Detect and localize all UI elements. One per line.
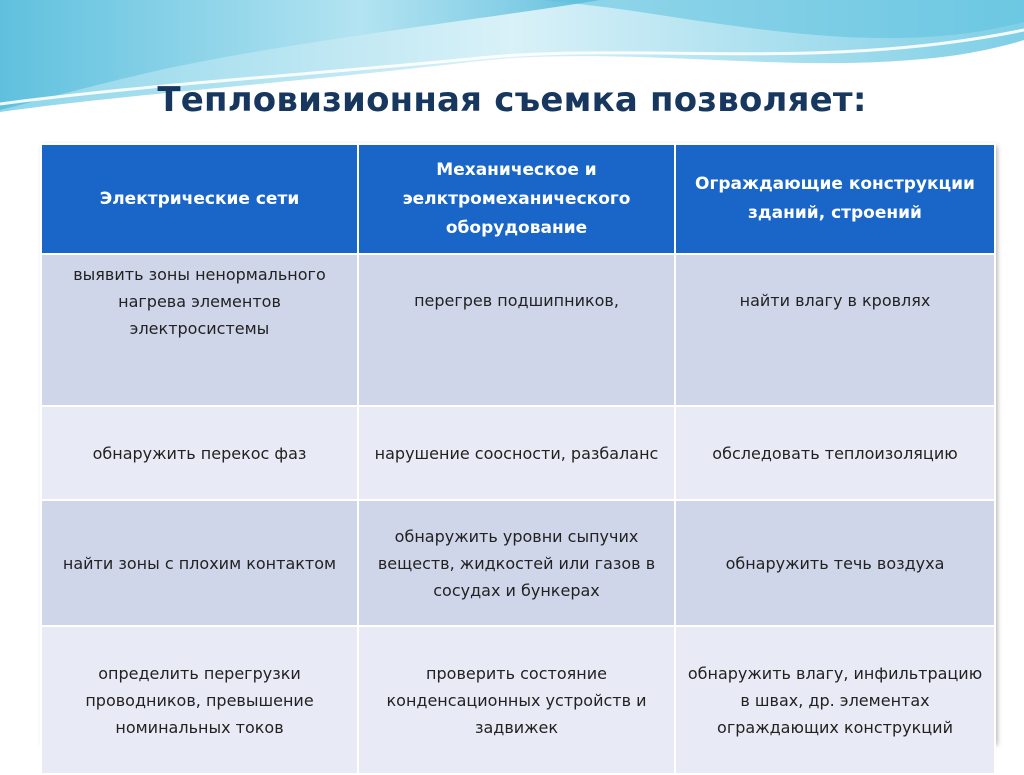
table-cell: обнаружить перекос фаз xyxy=(41,406,358,500)
table-cell: нарушение соосности, разбаланс xyxy=(358,406,675,500)
table-cell: найти зоны с плохим контактом xyxy=(41,500,358,626)
table-row xyxy=(41,626,995,774)
table-cell: обнаружить влагу, инфильтрацию в швах, др. элементах ограждающих конструкций xyxy=(675,626,995,774)
capabilities-table xyxy=(40,143,996,775)
header-mechanical-equipment: Механическое и эелктромеханического оборудование xyxy=(358,144,675,254)
header-electrical-networks: Электрические сети xyxy=(41,144,358,254)
table-cell: найти влагу в кровлях xyxy=(675,254,995,406)
table-cell: проверить состояние конденсационных устройств и задвижек xyxy=(358,626,675,774)
table-row xyxy=(41,406,995,500)
table-cell: обнаружить уровни сыпучих веществ, жидкостей или газов в сосудах и бункерах xyxy=(358,500,675,626)
table-cell: обнаружить течь воздуха xyxy=(675,500,995,626)
slide-title: Тепловизионная съемка позволяет: xyxy=(157,80,867,120)
table-cell: перегрев подшипников, xyxy=(358,254,675,406)
capabilities-table-container xyxy=(40,143,994,742)
table-header-row xyxy=(41,144,995,254)
table-cell: обследовать теплоизоляцию xyxy=(675,406,995,500)
header-building-structures: Ограждающие конструкции зданий, строений xyxy=(675,144,995,254)
table-row xyxy=(41,254,995,406)
table-row xyxy=(41,500,995,626)
table-cell: определить перегрузки проводников, превышение номинальных токов xyxy=(41,626,358,774)
table-cell: выявить зоны ненормального нагрева элементов электросистемы xyxy=(41,254,358,406)
